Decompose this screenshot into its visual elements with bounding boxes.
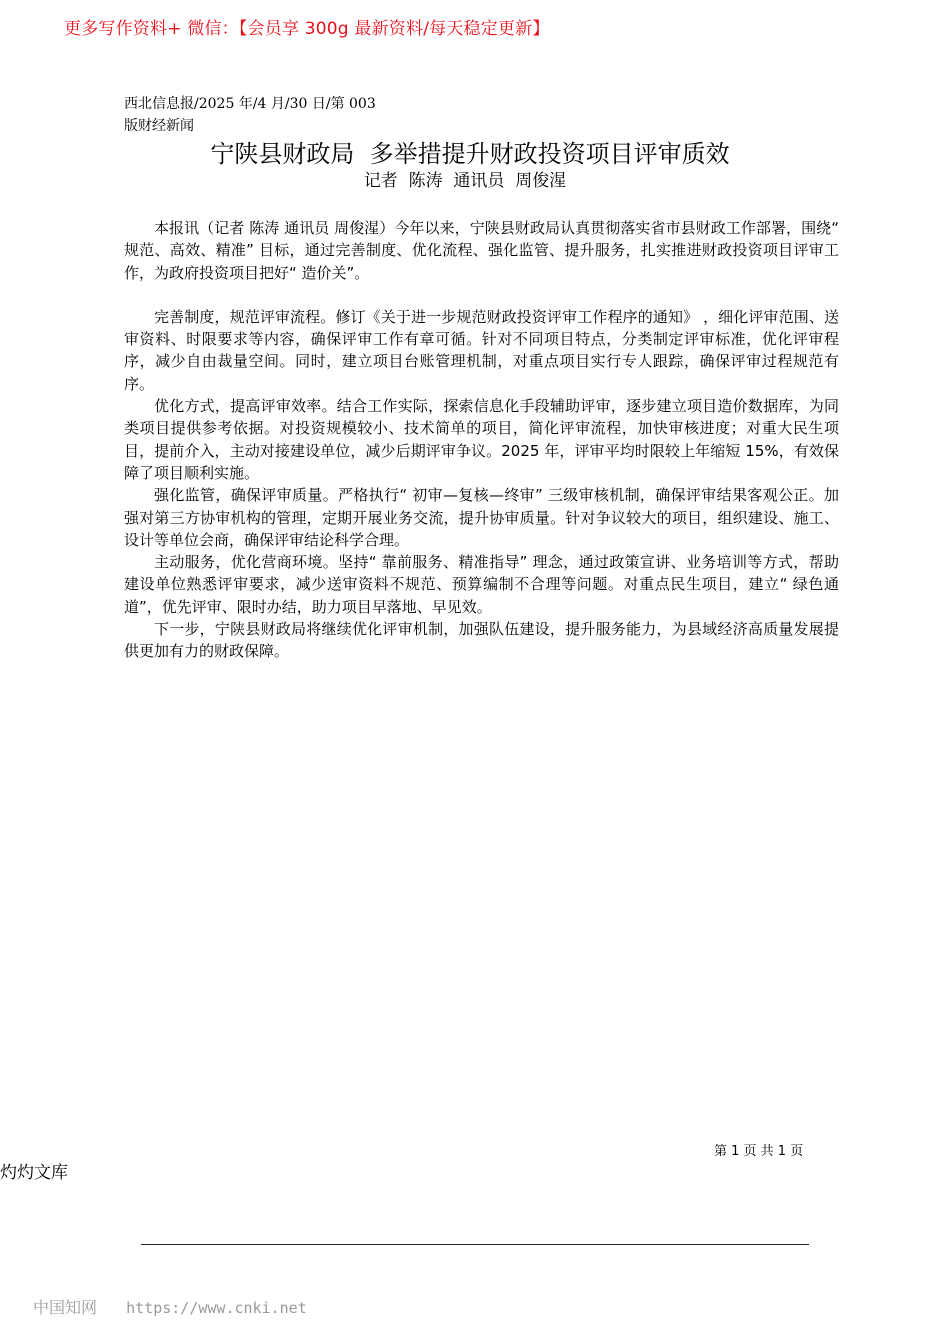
promo-banner: 更多写作资料+ 微信：【会员享 300g 最新资料/每天稳定更新】 xyxy=(64,19,550,39)
article-paragraph-intro: 本报讯（记者 陈涛 通讯员 周俊湦）今年以来，宁陕县财政局认真贯彻落实省市县财政工作部署，围绕“ 规范、高效、精准” 目标，通过完善制度、优化流程、强化监管、提升服务，扎实推进财政投资项目评审工作，为政府投资项目把好“ 造价关”。 xyxy=(124,219,839,282)
page-number: 第 1 页 共 1 页 xyxy=(714,1144,804,1159)
article-paragraph: 主动服务，优化营商环境。坚持“ 靠前服务、精准指导” 理念，通过政策宣讲、业务培训等方式，帮助建设单位熟悉评审要求，减少送审资料不规范、预算编制不合理等问题。对重点民生项目，建立“ 绿色通道”，优先评审、限时办结，助力项目早落地、早见效。 xyxy=(124,553,839,616)
article-body xyxy=(124,217,839,663)
library-label: 灼灼文库 xyxy=(0,1163,68,1183)
footer-divider xyxy=(141,1244,809,1245)
article-paragraph: 优化方式，提高评审效率。结合工作实际，探索信息化手段辅助评审，逐步建立项目造价数据库，为同类项目提供参考依据。对投资规模较小、技术简单的项目，简化评审流程，加快审核进度；对重大民生项目，提前介入，主动对接建设单位，减少后期评审争议。2025 年，评审平均时限较上年缩短 15%，有效保障了项目顺利实施。 xyxy=(124,397,839,482)
article-title: 宁陕县财政局 多举措提升财政投资项目评审质效 xyxy=(210,140,730,168)
article-byline: 记者 陈涛 通讯员 周俊湦 xyxy=(363,171,567,191)
article-paragraph: 完善制度，规范评审流程。修订《关于进一步规范财政投资评审工作程序的通知》 ，细化评审范围、送审资料、时限要求等内容，确保评审工作有章可循。针对不同项目特点，分类制定评审标准，优化评审程序，减少自由裁量空间。同时，建立项目台账管理机制，对重点项目实行专人跟踪，确保评审过程规范有序。 xyxy=(124,307,839,393)
article-paragraph-closing: 下一步，宁陕县财政局将继续优化评审机制，加强队伍建设，提升服务能力，为县域经济高质量发展提供更加有力的财政保障。 xyxy=(124,620,839,661)
cnki-footer xyxy=(33,1295,307,1318)
cnki-name: 中国知网 xyxy=(33,1298,98,1317)
article-paragraph: 强化监管，确保评审质量。严格执行“ 初审—复核—终审” 三级审核机制，确保评审结果客观公正。加强对第三方协审机构的管理，定期开展业务交流，提升协审质量。针对争议较大的项目，组织建设、施工、设计等单位会商，确保评审结论科学合理。 xyxy=(124,486,839,549)
source-section: 版财经新闻 xyxy=(124,118,194,134)
source-line: 西北信息报/2025 年/4 月/30 日/第 003 xyxy=(124,96,376,112)
cnki-url-link[interactable]: https://www.cnki.net xyxy=(126,1299,307,1317)
